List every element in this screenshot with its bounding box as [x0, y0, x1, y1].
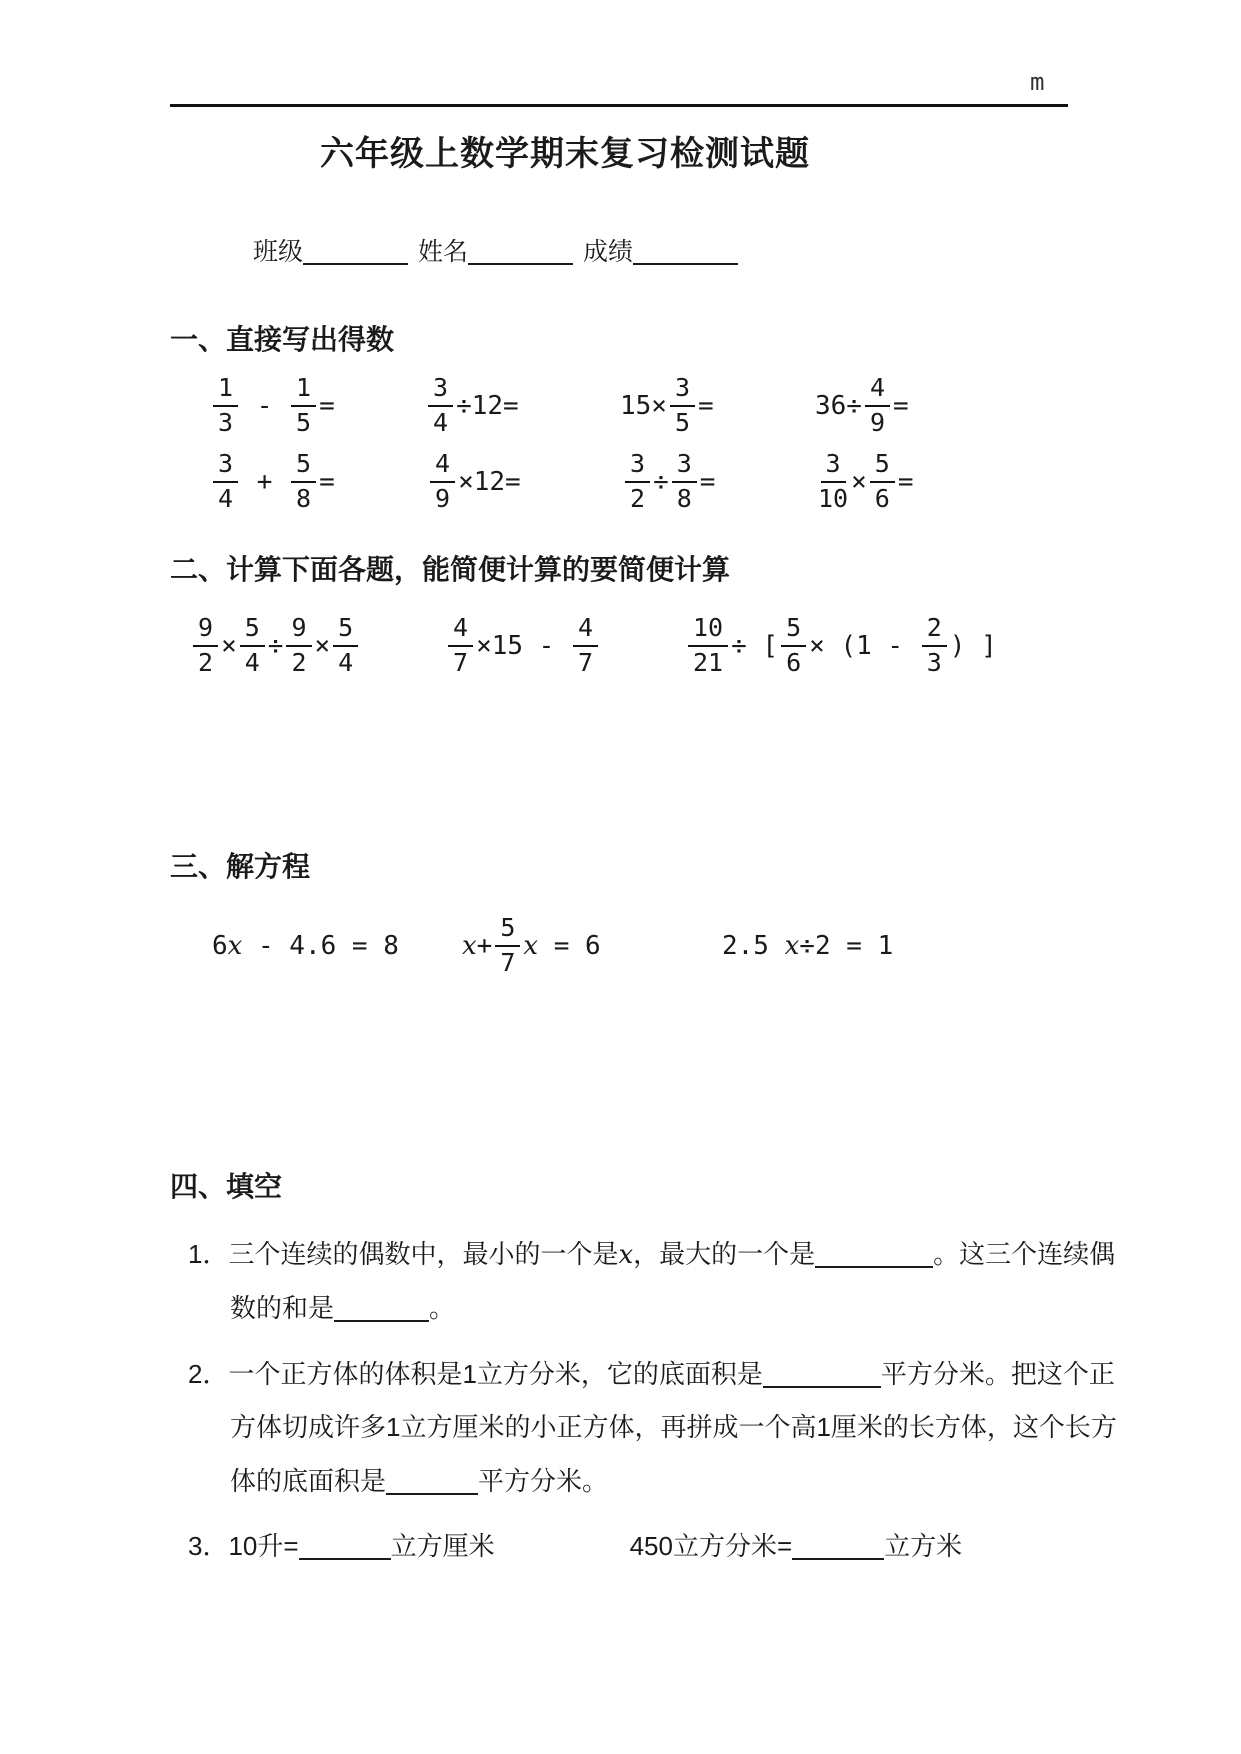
fraction-denominator: 4	[244, 648, 260, 677]
expression-text: =	[893, 391, 909, 421]
student-info-row	[253, 232, 748, 268]
fraction-numerator: 4	[448, 614, 473, 647]
fraction-numerator: 3	[670, 374, 695, 407]
fraction-numerator: 2	[922, 614, 947, 647]
score-field	[583, 238, 738, 266]
expression-text: ÷12=	[456, 391, 519, 421]
expression-text: -	[241, 391, 289, 421]
fraction-denominator: 9	[435, 484, 451, 513]
variable: x	[618, 1240, 634, 1270]
expression-text: =	[319, 467, 335, 497]
fraction-numerator: 9	[193, 614, 218, 647]
page-title: 六年级上数学期末复习检测试题	[320, 135, 810, 173]
expression-text: 450立方分米=	[629, 1531, 793, 1561]
fraction	[495, 914, 520, 978]
fill-blank-item-3	[188, 1520, 1130, 1573]
fraction	[430, 450, 455, 514]
fraction-denominator: 2	[630, 484, 646, 513]
equation-1	[212, 912, 399, 980]
fraction	[213, 450, 238, 514]
class-blank-line	[303, 263, 408, 265]
fraction-numerator: 3	[213, 450, 238, 483]
expression-text: ÷2 = 1	[799, 931, 894, 961]
expression-text: × (1 -	[809, 631, 919, 661]
problem-1-5	[210, 448, 335, 516]
class-field	[253, 238, 408, 266]
fraction	[333, 614, 358, 678]
fraction-numerator: 1	[213, 374, 238, 407]
answer-blank-line	[763, 1386, 881, 1388]
fraction	[865, 374, 890, 438]
score-label: 成绩	[583, 238, 634, 266]
fraction-denominator: 5	[674, 408, 691, 437]
expression-text: ，最大的一个是	[633, 1239, 816, 1269]
score-blank-line	[633, 263, 738, 265]
variable: x	[784, 931, 800, 961]
fraction-numerator: 3	[625, 450, 650, 483]
expression-text: 立方厘米	[390, 1531, 495, 1561]
fraction-denominator: 2	[198, 648, 214, 677]
expression-text: =	[319, 391, 335, 421]
expression-text: 。	[429, 1293, 456, 1324]
answer-blank-line	[334, 1320, 429, 1322]
fill-blank-item-1	[188, 1228, 1130, 1336]
expression-text: 。这三个连续偶数的和是	[230, 1239, 1116, 1324]
expression-text: 2．一个正方体的体积是1立方分米，它的底面积是	[188, 1359, 763, 1389]
fraction-numerator: 10	[688, 614, 728, 647]
expression-text: +	[476, 931, 493, 961]
fraction-denominator: 5	[296, 408, 312, 437]
fraction-numerator: 5	[495, 914, 520, 947]
expression-text: =	[698, 391, 714, 421]
problem-2-1	[190, 612, 361, 680]
variable: x	[523, 931, 539, 961]
problem-1-1	[210, 372, 335, 440]
expression-text: ×15 -	[476, 631, 570, 661]
fraction-numerator: 5	[240, 614, 265, 647]
fraction-denominator: 4	[218, 484, 234, 513]
fraction-denominator: 21	[693, 648, 724, 677]
fraction	[286, 614, 311, 678]
fraction	[781, 614, 806, 678]
expression-text: +	[241, 467, 289, 497]
expression-text: ) ]	[949, 631, 997, 661]
fraction	[672, 450, 697, 514]
expression-text: 15×	[620, 391, 667, 421]
problem-1-8	[815, 448, 913, 516]
fraction	[922, 614, 947, 678]
section4-heading: 四、填空	[170, 1171, 283, 1202]
expression-text: 1．三个连续的偶数中，最小的一个是	[188, 1239, 619, 1269]
name-label: 姓名	[418, 238, 469, 266]
expression-text: = 6	[538, 931, 601, 961]
section1-heading: 一、直接写出得数	[170, 324, 395, 355]
fraction-denominator: 6	[874, 484, 890, 513]
fraction-numerator: 5	[291, 450, 316, 483]
problem-2-3	[685, 612, 997, 680]
fraction-denominator: 8	[296, 484, 312, 513]
fraction-denominator: 10	[818, 484, 849, 513]
variable: x	[227, 931, 243, 961]
fraction	[670, 374, 695, 438]
fraction-numerator: 4	[573, 614, 598, 647]
problem-1-4	[815, 372, 909, 440]
fraction-denominator: 9	[869, 408, 886, 437]
problem-1-6	[427, 448, 521, 516]
fraction-numerator: 3	[672, 450, 697, 483]
expression-text: =	[897, 467, 914, 497]
fraction-numerator: 1	[291, 374, 316, 407]
fraction-numerator: 3	[821, 450, 846, 483]
fraction-denominator: 7	[500, 948, 516, 977]
name-field	[418, 238, 573, 266]
fraction-denominator: 7	[453, 648, 469, 677]
problem-1-7	[622, 448, 715, 516]
fraction	[428, 374, 453, 438]
problem-1-3	[620, 372, 714, 440]
fraction-denominator: 3	[218, 408, 234, 437]
expression-text: ×	[314, 631, 331, 661]
expression-text: ×12=	[458, 467, 521, 497]
fraction-denominator: 3	[926, 648, 942, 677]
fraction	[870, 450, 895, 514]
fraction-denominator: 4	[433, 408, 449, 437]
fraction	[688, 614, 728, 678]
expression-text: 2.5	[722, 931, 785, 961]
expression-text: 6	[212, 931, 228, 961]
fraction-denominator: 8	[676, 484, 692, 513]
fraction	[213, 374, 238, 438]
equation-2	[462, 912, 601, 980]
section3-heading: 三、解方程	[170, 851, 311, 882]
answer-blank-line	[299, 1558, 391, 1560]
problem-2-2	[445, 612, 601, 680]
fraction-numerator: 9	[286, 614, 311, 647]
expression-text: =	[699, 467, 716, 497]
fraction-numerator: 4	[430, 450, 455, 483]
fraction	[625, 450, 650, 514]
expression-text: ÷ [	[731, 631, 779, 661]
fraction-numerator: 3	[428, 374, 453, 407]
expression-text: 3．10升=	[188, 1531, 299, 1561]
fraction	[291, 450, 316, 514]
expression-text: ÷	[267, 631, 284, 661]
fraction	[240, 614, 265, 678]
answer-blank-line	[815, 1266, 933, 1268]
variable: x	[462, 931, 477, 961]
name-blank-line	[468, 263, 573, 265]
expression-text: ×	[221, 631, 237, 661]
fraction	[193, 614, 218, 678]
fraction	[291, 374, 316, 438]
answer-blank-line	[792, 1558, 884, 1560]
fraction	[573, 614, 598, 678]
fraction-numerator: 5	[781, 614, 806, 647]
fraction-numerator: 5	[333, 614, 358, 647]
expression-text: - 4.6 = 8	[242, 931, 399, 961]
equation-3	[722, 912, 893, 980]
fraction	[448, 614, 473, 678]
expression-text: ÷	[653, 467, 669, 497]
expression-text: 立方米	[884, 1531, 963, 1561]
fraction-numerator: 5	[870, 450, 895, 483]
fill-blank-item-2	[188, 1348, 1130, 1508]
fraction-denominator: 6	[786, 648, 802, 677]
fraction-numerator: 4	[865, 374, 890, 407]
header-rule	[170, 104, 1068, 107]
expression-text: 36÷	[815, 391, 862, 421]
expression-text: 平方分米。把这个正方体切成许多1立方厘米的小正方体，再拼成一个高1厘米的长方体，这个长方体的底面积是	[230, 1359, 1117, 1496]
class-label: 班级	[253, 238, 304, 266]
problem-1-2	[425, 372, 519, 440]
fraction-denominator: 7	[577, 648, 594, 677]
answer-blank-line	[386, 1493, 478, 1495]
fraction-denominator: 4	[338, 648, 354, 677]
corner-mark: m	[1030, 68, 1045, 96]
section2-heading: 二、计算下面各题，能简便计算的要简便计算	[170, 554, 731, 585]
fraction-denominator: 2	[291, 648, 307, 677]
expression-text: 平方分米。	[478, 1465, 609, 1496]
fraction	[818, 450, 848, 514]
expression-text: ×	[851, 467, 867, 497]
